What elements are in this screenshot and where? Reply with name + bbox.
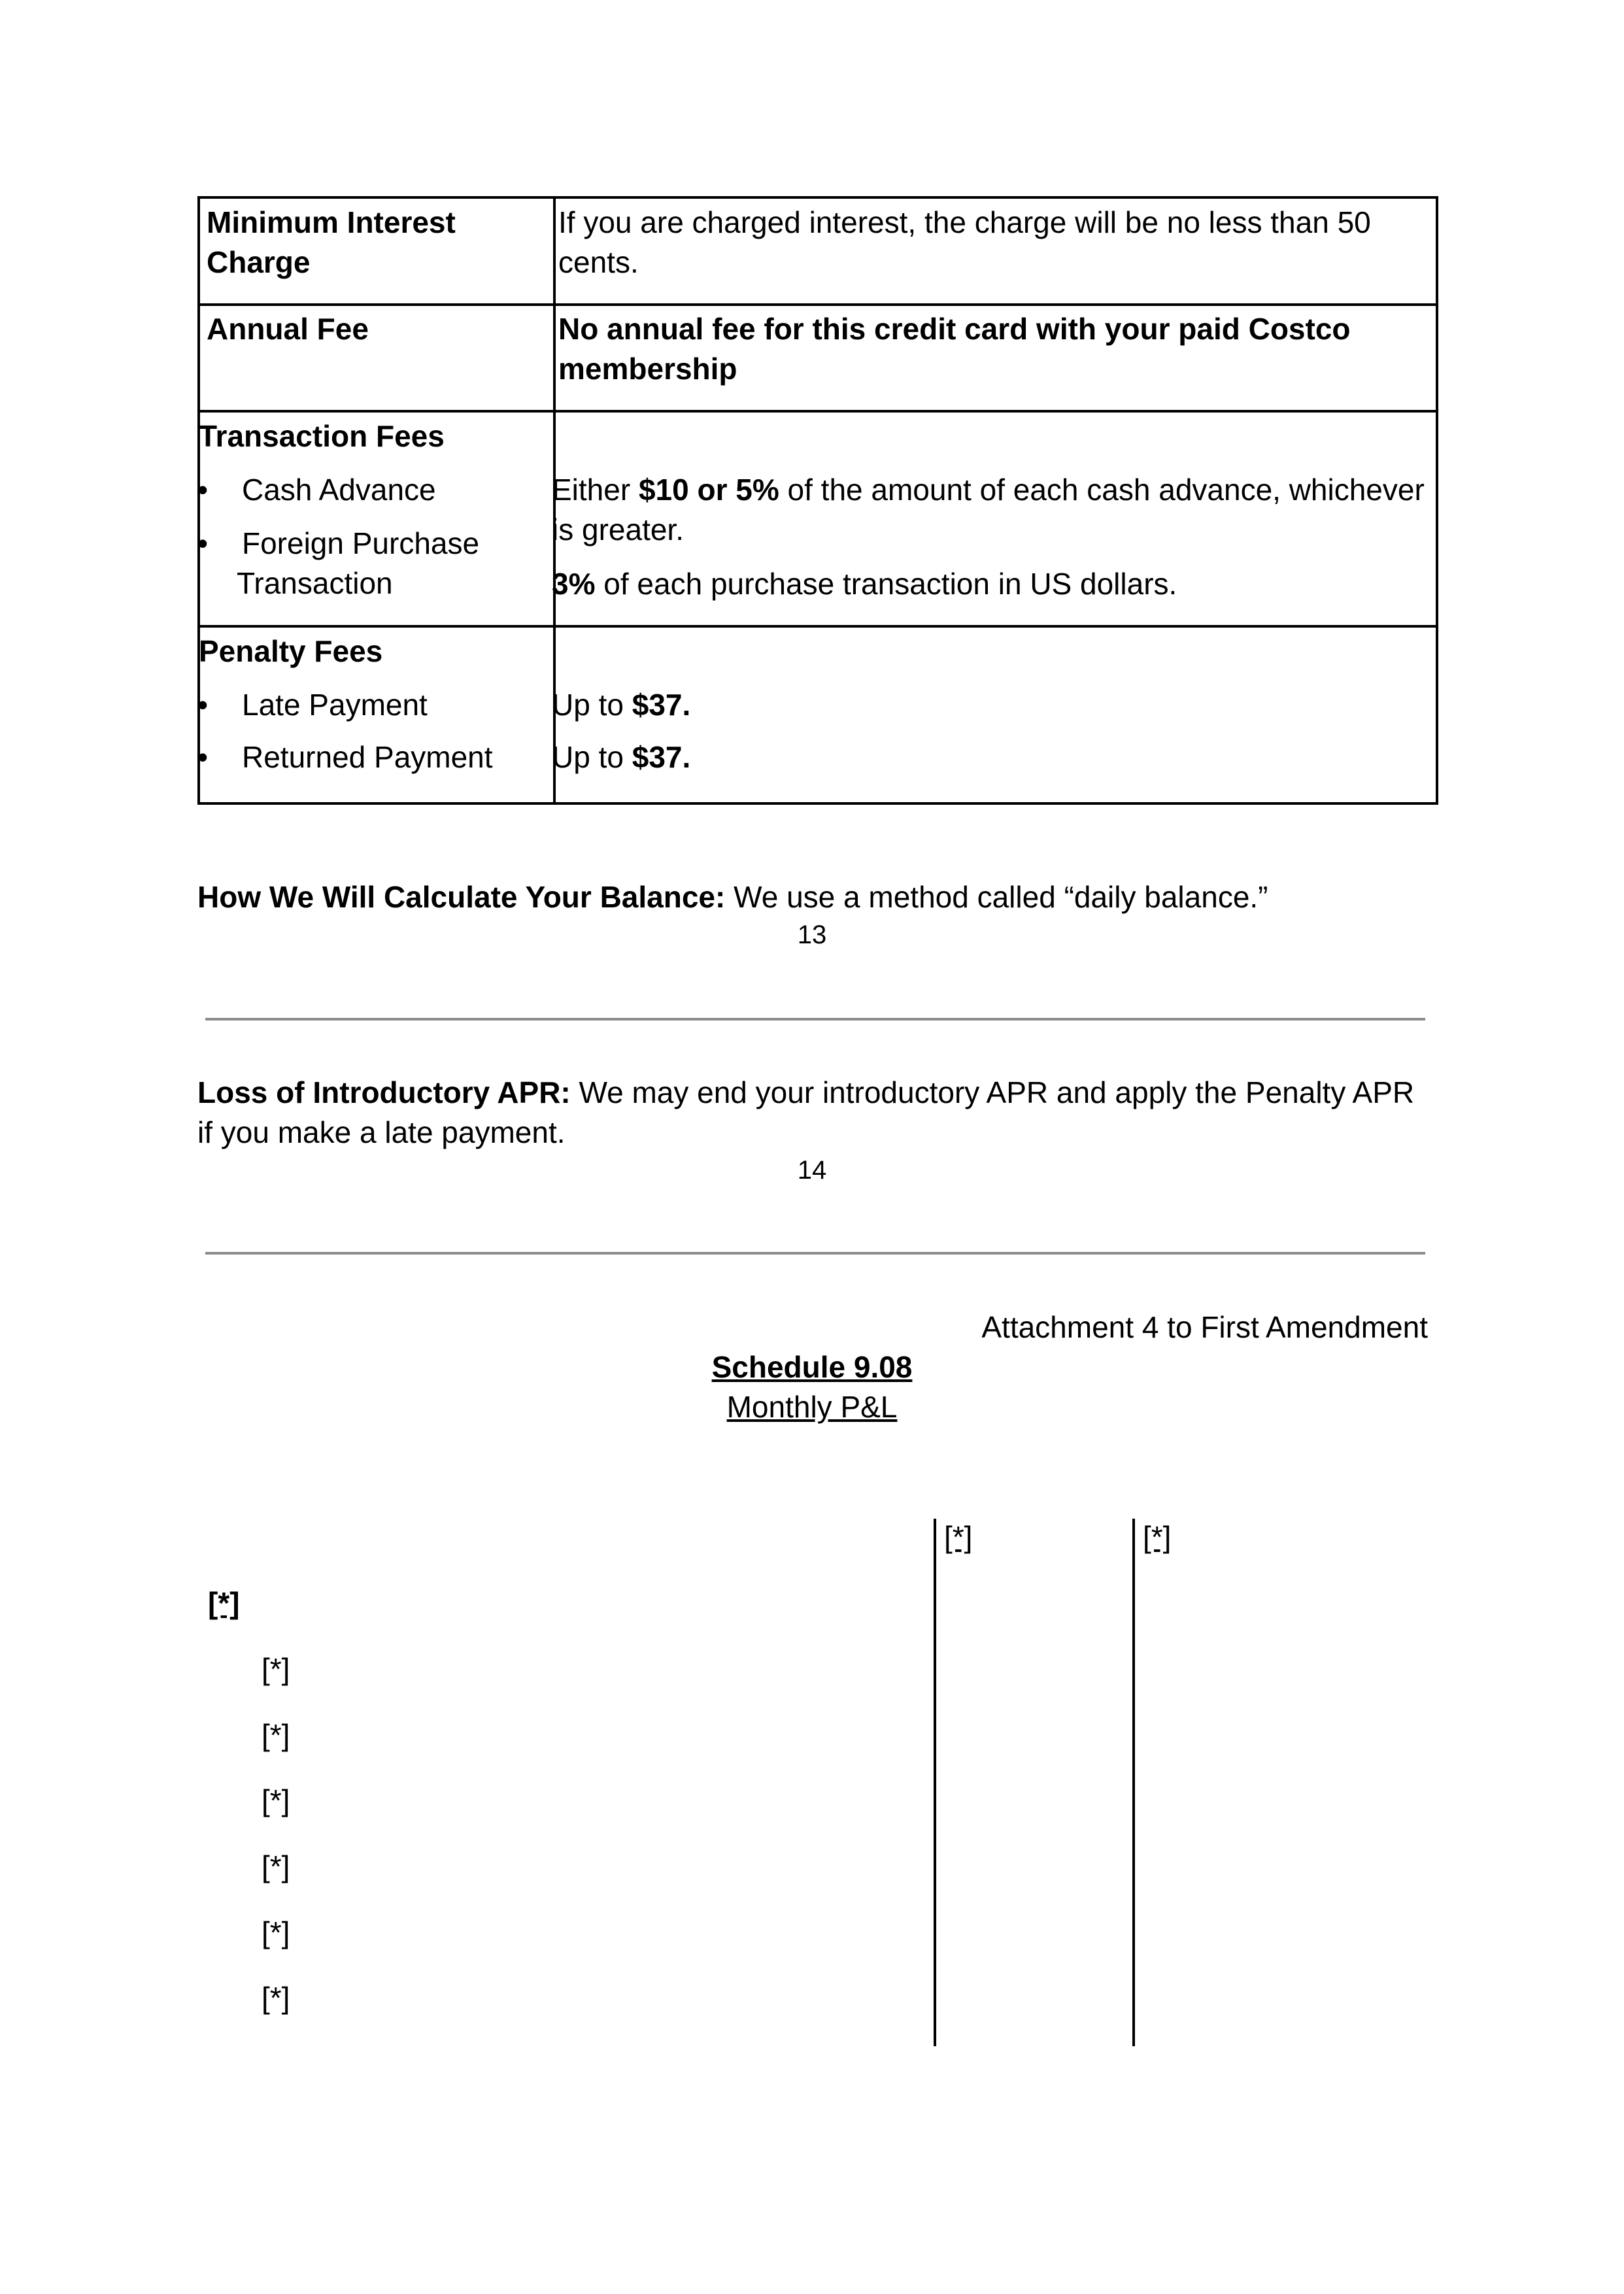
returned-payment-value: Up to $37. [552, 740, 691, 774]
schedule-row-label: [*] [262, 1652, 290, 1686]
cash-advance-value: Either $10 or 5% of the amount of each cash advance, whichever is greater. [552, 473, 1425, 547]
bullet-cash-advance: • [197, 473, 209, 507]
penalty-fees-label: Penalty Fees [199, 634, 383, 668]
bullet-returned-payment: • [197, 740, 209, 774]
schedule-row-label: [*] [262, 1718, 290, 1752]
schedule-title: Schedule 9.08 [711, 1350, 913, 1384]
annual-fee-label: Annual Fee [207, 312, 369, 346]
schedule-row-label: [*] [262, 1981, 290, 2015]
page-divider [205, 1252, 1425, 1255]
late-payment-label: Late Payment [242, 688, 428, 722]
returned-payment-label: Returned Payment [242, 740, 493, 774]
table-row-divider [200, 303, 1436, 306]
late-payment-value: Up to $37. [552, 688, 691, 722]
balance-method-note: How We Will Calculate Your Balance: We use a method called “daily balance.” [197, 880, 1268, 914]
annual-fee-value: No annual fee for this credit card with your paid Costco membership [558, 312, 1351, 386]
table-row-divider [200, 410, 1436, 413]
bullet-foreign-purchase: • [197, 526, 209, 560]
schedule-column-divider [1132, 1519, 1135, 2046]
table-row-divider [200, 625, 1436, 628]
schedule-section-label: [*] [208, 1586, 240, 1620]
schedule-row-label: [*] [262, 1783, 290, 1817]
schedule-column-header: [*] [944, 1520, 973, 1554]
schedule-column-header: [*] [1143, 1520, 1172, 1554]
min-interest-label: Minimum Interest Charge [207, 205, 456, 279]
schedule-column-divider [934, 1519, 936, 2046]
transaction-fees-label: Transaction Fees [199, 419, 445, 453]
page-divider [205, 1018, 1425, 1020]
page-number: 13 [797, 920, 827, 949]
attachment-label: Attachment 4 to First Amendment [981, 1310, 1428, 1344]
bullet-late-payment: • [197, 688, 209, 722]
min-interest-value: If you are charged interest, the charge will be no less than 50 cents. [558, 205, 1371, 279]
schedule-row-label: [*] [262, 1849, 290, 1883]
schedule-subtitle: Monthly P&L [726, 1390, 898, 1424]
schedule-row-label: [*] [262, 1915, 290, 1949]
cash-advance-label: Cash Advance [242, 473, 436, 507]
foreign-purchase-value: 3% of each purchase transaction in US dollars. [552, 567, 1177, 601]
page-number: 14 [797, 1156, 827, 1185]
intro-apr-note: Loss of Introductory APR: We may end your introductory APR and apply the Penalty APR if you make a late payment. [197, 1075, 1415, 1149]
foreign-purchase-label: Foreign Purchase Transaction [237, 526, 480, 600]
